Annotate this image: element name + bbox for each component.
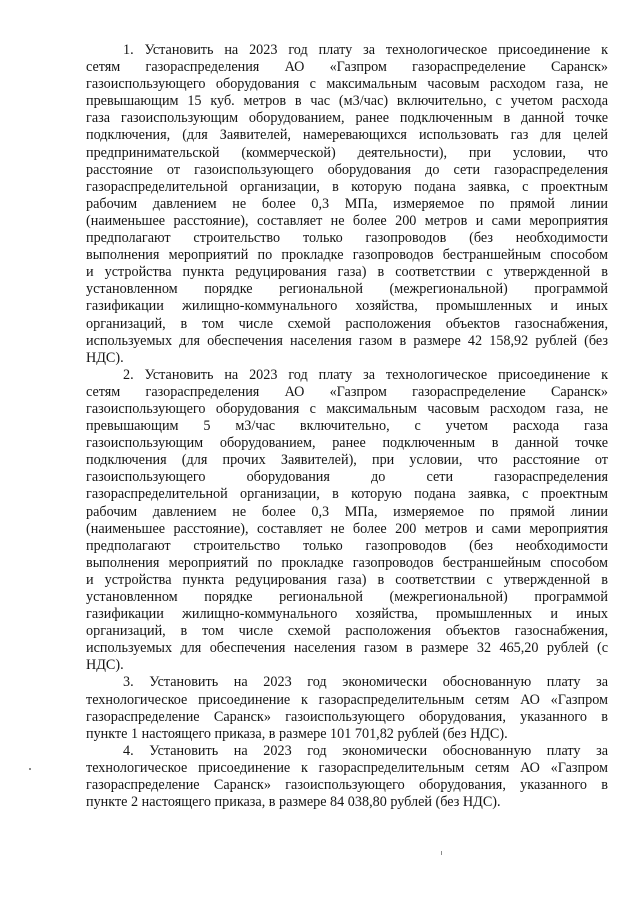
- text-line: 4. Установить на 2023 год экономически обоснованную плату за: [123, 742, 608, 759]
- text-line: газа газоиспользующим оборудованием, ранее подключенным в данной точке: [86, 110, 608, 127]
- paragraph-p1: [86, 42, 608, 367]
- text-line: технологическое присоединение к газораспределительным сетям АО «Газпром: [86, 759, 608, 776]
- text-line: НДС).: [86, 657, 124, 674]
- text-line: используемых для обеспечения населения газом в размере 32 465,20 рублей (с: [86, 640, 608, 657]
- text-line: газораспределение Саранск» газоиспользующего оборудования, указанного в: [86, 708, 608, 725]
- text-line: газоиспользующим оборудованием, ранее подключенным в данной точке: [86, 435, 608, 452]
- text-line: подключения, (для Заявителей, намеревающихся использовать газ для целей: [86, 127, 608, 144]
- text-line: 1. Установить на 2023 год плату за технологическое присоединение к: [123, 42, 608, 58]
- text-line: организаций, в том числе схемой расположения объектов газоснабжения,: [86, 623, 608, 640]
- text-line: установленном порядке региональной (межрегиональной) программой: [86, 589, 608, 605]
- text-line: подключения (для прочих Заявителей), при условии, что расстояние от: [86, 452, 608, 469]
- text-line: и устройства пункта редуцирования газа) в соответствии с утвержденной в: [86, 571, 608, 588]
- text-line: рабочим давлением не более 0,3 МПа, измеряемое по прямой линии: [86, 503, 608, 520]
- text-line: газораспределительной организации, в которую подана заявка, с проектным: [86, 178, 608, 195]
- text-line: предполагают строительство только газопроводов (без необходимости: [86, 230, 608, 247]
- paragraph-p3: [86, 674, 608, 742]
- margin-tick: [441, 851, 442, 855]
- text-line: предпринимательской (коммерческой) деятельности), при условии, что: [86, 144, 608, 161]
- text-line: (наименьшее расстояние), составляет не более 200 метров и сами мероприятия: [86, 212, 608, 229]
- text-line: газоиспользующего оборудования с максимальным часовым расходом газа, не: [86, 400, 608, 417]
- text-line: расстояние от газоиспользующего оборудования до сети газораспределения: [86, 161, 608, 178]
- text-line: газораспределительной организации, в которую подана заявка, с проектным: [86, 486, 608, 503]
- text-line: используемых для обеспечения населения газом в размере 42 158,92 рублей (без: [86, 332, 608, 349]
- paragraph-p4: [86, 743, 608, 811]
- document-body: [86, 42, 608, 811]
- text-line: пункте 1 настоящего приказа, в размере 101 701,82 рублей (без НДС).: [86, 725, 508, 742]
- text-line: сетям газораспределения АО «Газпром газораспределение Саранск»: [86, 383, 608, 400]
- margin-dot: [29, 768, 31, 770]
- text-line: выполнения мероприятий по прокладке газопроводов бестраншейным способом: [86, 554, 608, 571]
- text-line: НДС).: [86, 349, 124, 366]
- text-line: газоиспользующего оборудования с максимальным часовым расходом газа, не: [86, 76, 608, 93]
- text-line: рабочим давлением не более 0,3 МПа, измеряемое по прямой линии: [86, 195, 608, 212]
- text-line: организаций, в том числе схемой расположения объектов газоснабжения,: [86, 315, 608, 332]
- paragraph-p2: [86, 367, 608, 675]
- text-line: 3. Установить на 2023 год экономически обоснованную плату за: [123, 674, 608, 691]
- text-line: газификации жилищно-коммунального хозяйства, промышленных и иных: [86, 606, 608, 623]
- text-line: сетям газораспределения АО «Газпром газораспределение Саранск»: [86, 59, 608, 76]
- text-line: газораспределение Саранск» газоиспользующего оборудования, указанного в: [86, 777, 608, 794]
- text-line: газификации жилищно-коммунального хозяйства, промышленных и иных: [86, 298, 608, 315]
- text-line: 2. Установить на 2023 год плату за технологическое присоединение к: [123, 366, 608, 383]
- text-line: выполнения мероприятий по прокладке газопроводов бестраншейным способом: [86, 247, 608, 264]
- text-line: установленном порядке региональной (межрегиональной) программой: [86, 281, 608, 298]
- text-line: и устройства пункта редуцирования газа) в соответствии с утвержденной в: [86, 264, 608, 281]
- text-line: предполагают строительство только газопроводов (без необходимости: [86, 537, 608, 554]
- text-line: технологическое присоединение к газораспределительным сетям АО «Газпром: [86, 691, 608, 708]
- text-line: пункте 2 настоящего приказа, в размере 84 038,80 рублей (без НДС).: [86, 794, 501, 811]
- text-line: превышающим 5 м3/час включительно, с учетом расхода газа: [86, 418, 608, 435]
- text-line: превышающим 15 куб. метров в час (м3/час) включительно, с учетом расхода: [86, 93, 608, 110]
- text-line: газоиспользующего оборудования до сети газораспределения: [86, 469, 608, 486]
- text-line: (наименьшее расстояние), составляет не более 200 метров и сами мероприятия: [86, 520, 608, 537]
